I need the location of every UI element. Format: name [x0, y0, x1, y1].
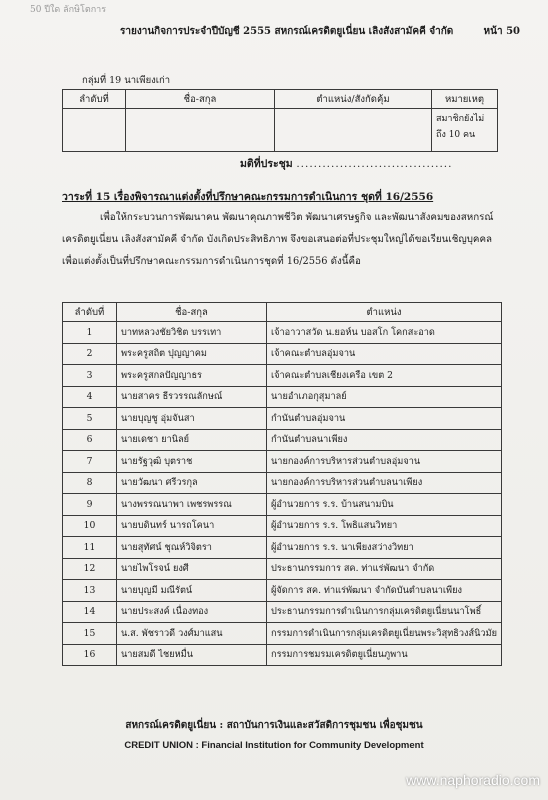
name-cell: นายสาคร ธีรวรรณลักษณ์: [116, 386, 266, 408]
group-19-label: กลุ่มที่ 19 นาเพียงเก่า: [82, 75, 171, 86]
col-name: ชื่อ-สกุล: [126, 90, 275, 109]
table-row: [63, 343, 502, 365]
table-row: [63, 537, 502, 559]
order-cell: 15: [63, 623, 117, 645]
position-cell: ผู้อำนวยการ ร.ร. บ้านสนามบิน: [267, 494, 502, 516]
col-order: ลำดับที่: [63, 90, 126, 109]
group-19-table: [62, 89, 498, 152]
table-row: [63, 580, 502, 602]
table-row: [63, 601, 502, 623]
name-cell: นายไพโรจน์ ยงศี: [116, 558, 266, 580]
name-cell: นางพรรณนาพา เพชรพรรณ: [116, 494, 266, 516]
position-cell: นายอำเภอกุสุมาลย์: [267, 386, 502, 408]
order-cell: 3: [63, 365, 117, 387]
order-cell: 1: [63, 322, 117, 344]
position-cell: กรรมการดำเนินการกลุ่มเครดิตยูเนี่ยนพระวิสุทธิวงส์นิวมัย: [267, 623, 502, 645]
order-cell: 9: [63, 494, 117, 516]
resolution-line: [240, 155, 452, 172]
table-row: [63, 386, 502, 408]
agenda-heading: วาระที่ 15 เรื่องพิจารณาแต่งตั้งที่ปรึกษาคณะกรรมการดำเนินการ ชุดที่ 16/2556: [62, 191, 434, 203]
name-cell: พระครูสถิต ปุญญาคม: [116, 343, 266, 365]
position-cell: ประธานกรรมการดำเนินการกลุ่มเครดิตยูเนี่ยนนาโพธิ์: [267, 601, 502, 623]
name-cell: นายบดินทร์ นารถโคนา: [116, 515, 266, 537]
position-cell: ผู้อำนวยการ ร.ร. โพธิแสนวิทยา: [267, 515, 502, 537]
resolution-label: มติที่ประชุม: [240, 158, 293, 170]
page-header: [120, 24, 520, 39]
header-title: รายงานกิจการประจำปีบัญชี 2555 สหกรณ์เครดิตยูเนี่ยน เลิงสังสามัคคี จำกัด: [120, 26, 454, 37]
name-cell: พระครูสกลปัญญาธร: [116, 365, 266, 387]
col-name: ชื่อ-สกุล: [116, 303, 266, 322]
table-row: [63, 451, 502, 473]
table-row: [63, 623, 502, 645]
position-cell: ประธานกรรมการ สค. ท่าแร่พัฒนา จำกัด: [267, 558, 502, 580]
table-row: [63, 322, 502, 344]
resolution-dots: ....................................: [296, 158, 453, 170]
position-cell: กำนันตำบลอุ่มจาน: [267, 408, 502, 430]
order-cell: 14: [63, 601, 117, 623]
name-cell: นายบุญชู อุ่มจันสา: [116, 408, 266, 430]
table-row: [63, 109, 498, 152]
col-position: ตำแหน่ง: [267, 303, 502, 322]
position-cell: นายกองค์การบริหารส่วนตำบลนาเพียง: [267, 472, 502, 494]
name-cell: นายประสงค์ เนื่องทอง: [116, 601, 266, 623]
order-cell: 5: [63, 408, 117, 430]
watermark: www.naphoradio.com: [406, 772, 540, 788]
bleed-through-text: 50 ปีใด ลักษิโตการ: [30, 5, 107, 15]
order-cell: 6: [63, 429, 117, 451]
position-cell: กำนันตำบลนาเพียง: [267, 429, 502, 451]
order-cell: 10: [63, 515, 117, 537]
position-cell: นายกองค์การบริหารส่วนตำบลอุ่มจาน: [267, 451, 502, 473]
page-number: หน้า 50: [483, 26, 520, 37]
name-cell: น.ส. พัชราวดี วงศ์มาแสน: [116, 623, 266, 645]
order-cell: 4: [63, 386, 117, 408]
col-remark: หมายเหตุ: [432, 90, 498, 109]
table-header-row: [63, 90, 498, 109]
position-cell: กรรมการชมรมเครดิตยูเนี่ยนภูพาน: [267, 644, 502, 666]
name-cell: นายเดชา ยานิลย์: [116, 429, 266, 451]
position-cell: ผู้อำนวยการ ร.ร. นาเพียงสว่างวิทยา: [267, 537, 502, 559]
order-cell: 16: [63, 644, 117, 666]
footer-thai: สหกรณ์เครดิตยูเนี่ยน : สถาบันการเงินและสวัสดิการชุมชน เพื่อชุมชน: [125, 720, 423, 731]
order-cell: 11: [63, 537, 117, 559]
name-cell: นายรัฐวุฒิ บุตราช: [116, 451, 266, 473]
order-cell: 2: [63, 343, 117, 365]
name-cell: นายสุทัศน์ ชุณห์วิจิตรา: [116, 537, 266, 559]
table-row: [63, 494, 502, 516]
order-cell: 12: [63, 558, 117, 580]
position-cell: เจ้าอาวาสวัด น.ยอห์น บอสโก โคกสะอาด: [267, 322, 502, 344]
position-cell: เจ้าคณะตำบลอุ่มจาน: [267, 343, 502, 365]
table-row: [63, 429, 502, 451]
remark-cell: สมาชิกยังไม่ถึง 10 คน: [432, 109, 498, 152]
position-cell: เจ้าคณะตำบลเชียงเครือ เขต 2: [267, 365, 502, 387]
footer-english: CREDIT UNION : Financial Institution for Community Development: [124, 740, 424, 751]
name-cell: บาทหลวงชัยวิชิต บรรเทา: [116, 322, 266, 344]
table-row: [63, 515, 502, 537]
advisor-table: [62, 302, 502, 666]
table-header-row: [63, 303, 502, 322]
table-row: [63, 472, 502, 494]
order-cell: 13: [63, 580, 117, 602]
name-cell: นายสมดี ไชยหมื่น: [116, 644, 266, 666]
table-row: [63, 408, 502, 430]
order-cell: 8: [63, 472, 117, 494]
table-row: [63, 365, 502, 387]
order-cell: 7: [63, 451, 117, 473]
col-order: ลำดับที่: [63, 303, 117, 322]
name-cell: นายบุญมี มณีรัตน์: [116, 580, 266, 602]
position-cell: ผู้จัดการ สค. ท่าแร่พัฒนา จำกัดบันตำบลนาเพียง: [267, 580, 502, 602]
agenda-paragraph: เพื่อให้กระบวนการพัฒนาคน พัฒนาคุณภาพชีวิต พัฒนาเศรษฐกิจ และพัฒนาสังคมของสหกรณ์เครดิตยูเนี่ยน เลิงสังสามัคคี จำกัด บังเกิดประสิทธิภาพ จึงขอเสนอต่อที่ประชุมใหญ่ได้ขอเรียนเชิญบุคคลเพื่อแต่งตั้งเป็นที่ปรึกษาคณะกรรมการดำเนินการชุดที่ 16/2556 ดังนี้คือ: [62, 212, 494, 267]
name-cell: นายวัฒนา ศรีวรกุล: [116, 472, 266, 494]
col-position: ตำแหน่ง/สังกัดคุ้ม: [275, 90, 432, 109]
table-row: [63, 644, 502, 666]
table-row: [63, 558, 502, 580]
